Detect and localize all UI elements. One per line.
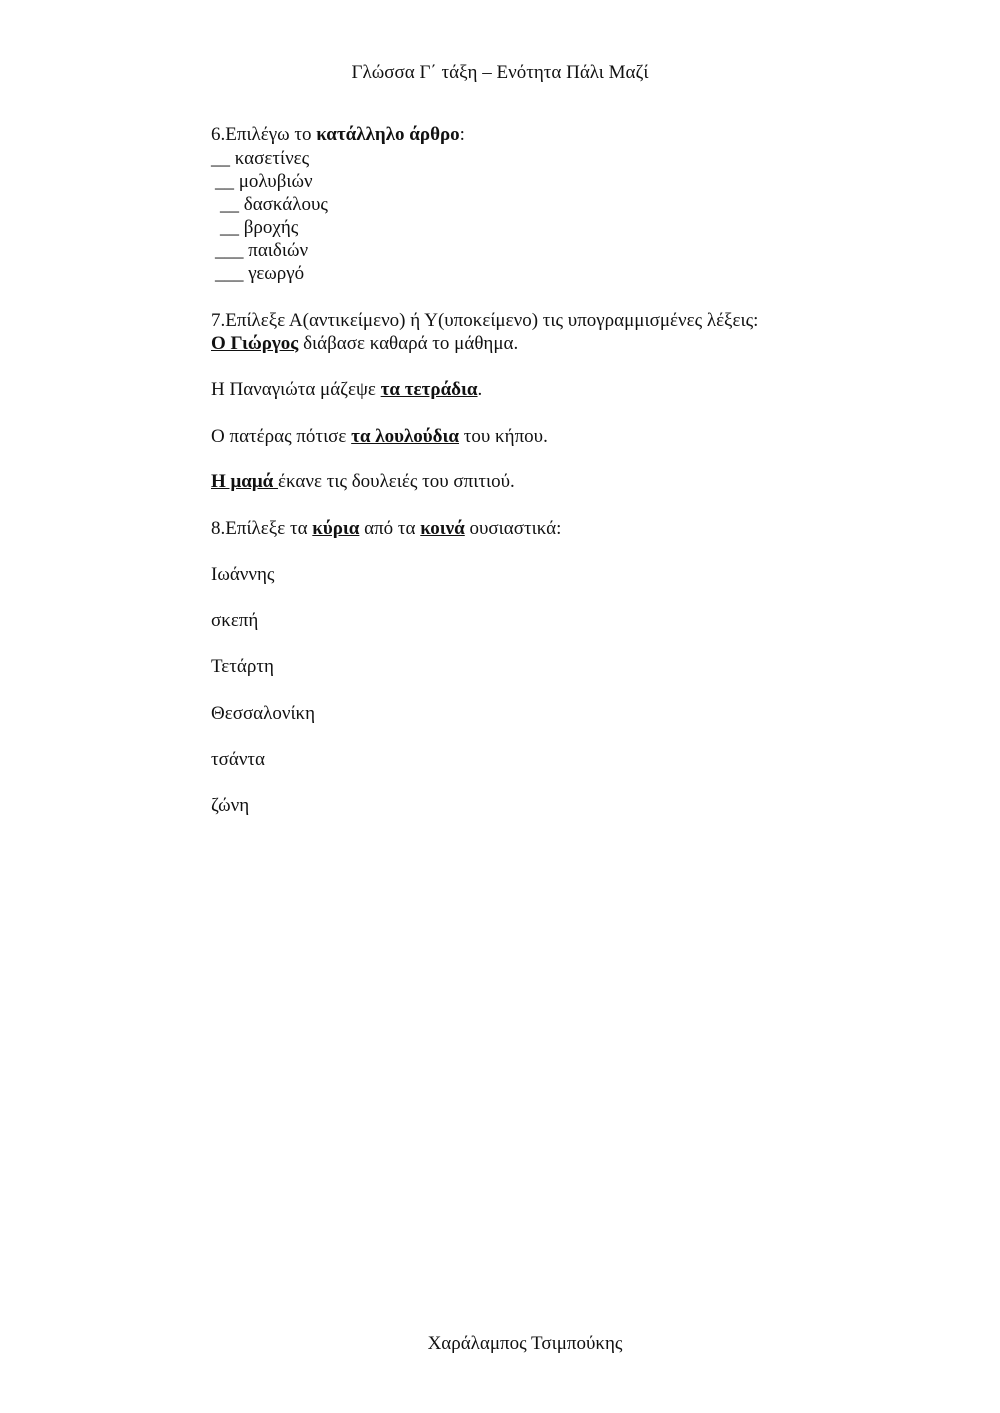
answer-blank[interactable]: __ <box>211 148 230 169</box>
q7-instruction: 7.Επίλεξε Α(αντικείμενο) ή Υ(υποκείμενο) τις υπογραμμισμένες λέξεις: <box>211 310 759 331</box>
q6-word: δασκάλους <box>243 194 328 215</box>
q8-word[interactable]: σκεπή <box>211 610 259 631</box>
q8-middle: από τα <box>359 518 421 539</box>
q8-word[interactable]: τσάντα <box>211 749 266 770</box>
q8-prefix: 8.Επίλεξε τα <box>211 518 313 539</box>
q6-item <box>215 172 313 191</box>
q6-instruction <box>211 125 465 144</box>
sentence-end: . <box>477 379 483 400</box>
q6-item <box>220 195 328 214</box>
answer-blank[interactable]: __ <box>220 194 239 215</box>
q7-sentence-2 <box>211 380 482 399</box>
q8-word[interactable]: Ιωάννης <box>211 564 275 585</box>
q6-item <box>215 241 308 260</box>
q7-sentence-1 <box>211 334 518 353</box>
answer-blank[interactable]: ___ <box>215 263 244 284</box>
sentence-start: Ο πατέρας πότισε <box>211 426 352 447</box>
underlined-word[interactable]: Ο Γιώργος <box>211 333 299 354</box>
q6-prefix: 6.Επιλέγω το <box>211 124 317 145</box>
q6-word: κασετίνες <box>234 148 310 169</box>
answer-blank[interactable]: __ <box>220 217 239 238</box>
q6-word: γεωργό <box>248 263 305 284</box>
q7-sentence-3 <box>211 427 548 446</box>
sentence-start: Η Παναγιώτα μάζεψε <box>211 379 381 400</box>
sentence-end: του κήπου. <box>459 426 548 447</box>
page-header-title: Γλώσσα Γ΄ τάξη – Ενότητα Πάλι Μαζί <box>351 62 649 83</box>
q8-word[interactable]: Τετάρτη <box>211 656 274 677</box>
q7-sentence-4 <box>211 472 515 491</box>
q8-term-common: κοινά <box>420 518 465 539</box>
answer-blank[interactable]: __ <box>215 171 234 192</box>
q6-item <box>215 264 304 283</box>
q6-bold-term: κατάλληλο άρθρο <box>316 124 460 145</box>
underlined-word[interactable]: Η μαμά <box>211 471 279 492</box>
q6-item <box>211 149 309 168</box>
q8-term-proper: κύρια <box>312 518 360 539</box>
page-footer-author: Χαράλαμπος Τσιμπούκης <box>427 1333 623 1354</box>
q8-suffix: ουσιαστικά: <box>464 518 562 539</box>
sentence-rest: διάβασε καθαρά το μάθημα. <box>298 333 519 354</box>
underlined-word[interactable]: τα λουλούδια <box>351 426 460 447</box>
q6-item <box>220 218 298 237</box>
underlined-word[interactable]: τα τετράδια <box>380 379 478 400</box>
q6-word: μολυβιών <box>238 171 313 192</box>
q8-word[interactable]: Θεσσαλονίκη <box>211 703 316 724</box>
q8-word[interactable]: ζώνη <box>211 795 250 816</box>
answer-blank[interactable]: ___ <box>215 240 244 261</box>
sentence-rest: έκανε τις δουλειές του σπιτιού. <box>278 471 515 492</box>
q6-word: βροχής <box>243 217 299 238</box>
q6-word: παιδιών <box>248 240 309 261</box>
q8-instruction <box>211 519 561 538</box>
q6-suffix: : <box>459 124 465 145</box>
